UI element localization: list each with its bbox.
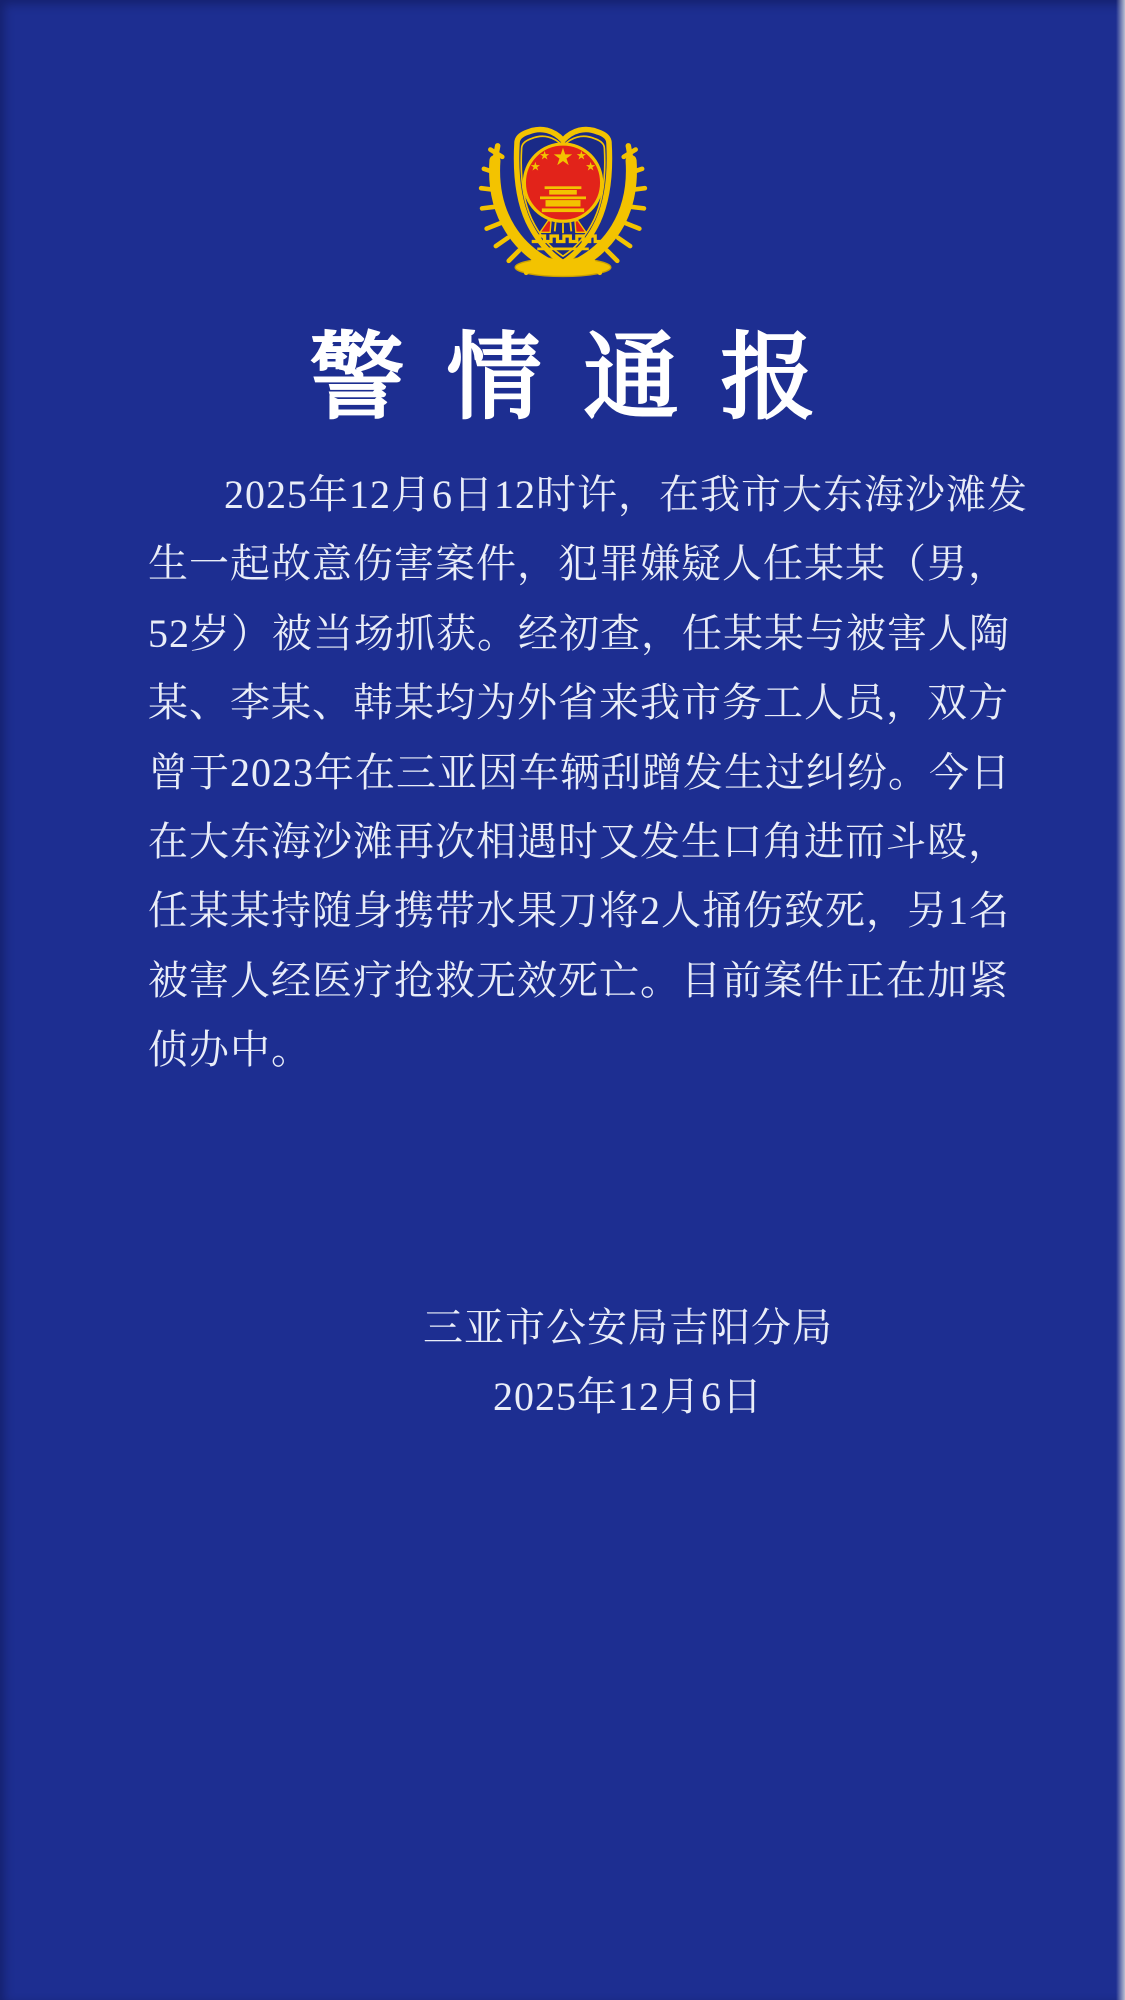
body-line: 2025年12月6日12时许，在我市大东海沙滩发: [224, 472, 1028, 517]
police-badge-icon: [471, 98, 655, 282]
svg-text:★: ★: [539, 148, 550, 163]
notice-title: 警情通报: [309, 325, 858, 431]
body-line: 曾于2023年在三亚因车辆刮蹭发生过纠纷。今日: [148, 749, 1011, 795]
svg-text:★: ★: [576, 148, 587, 163]
body-line: 52岁）被当场抓获。经初查，任某某与被害人陶: [148, 610, 1010, 656]
signature-block: [228, 1293, 1028, 1432]
body-line: 生一起故意伤害案件，犯罪嫌疑人任某某（男，: [148, 541, 1009, 587]
svg-text:★: ★: [530, 159, 541, 174]
svg-text:★: ★: [585, 159, 596, 174]
issue-date: 2025年12月6日: [493, 1374, 763, 1420]
body-line: 被害人经医疗抢救无效死亡。目前案件正在加紧: [148, 957, 1009, 1003]
svg-text:★: ★: [552, 143, 574, 172]
body-line: 在大东海沙滩再次相遇时又发生口角进而斗殴，: [148, 818, 1009, 864]
body-line: 任某某持随身携带水果刀将2人捅伤致死，另1名: [148, 888, 1010, 934]
body-line: 某、李某、韩某均为外省来我市务工人员，双方: [148, 680, 1009, 726]
notice-body: [148, 460, 1028, 1085]
issuing-authority: 三亚市公安局吉阳分局: [423, 1305, 833, 1350]
body-line: 侦办中。: [148, 1027, 312, 1073]
photo-right-edge-artifact: [1116, 0, 1125, 2000]
